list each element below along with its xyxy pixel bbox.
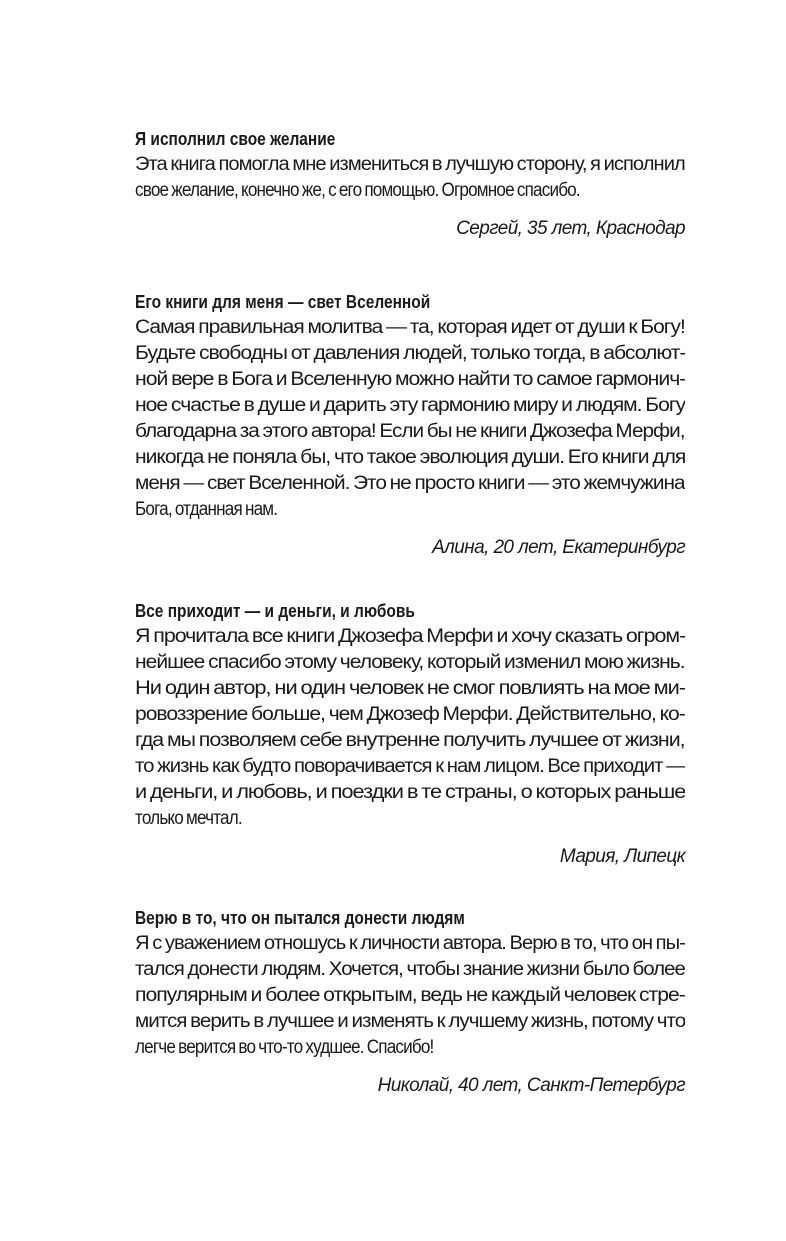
- review-line: меня — свет Вселенной. Это не просто книги — это жемчужина: [135, 473, 685, 494]
- review-body: [135, 931, 685, 1061]
- review-4: [135, 905, 685, 1099]
- review-title: Его книги для меня — свет Вселенной: [135, 292, 431, 312]
- review-body: [135, 152, 685, 204]
- review-line: ной вере в Бога и Вселенную можно найти то самое гармонич-: [135, 369, 685, 390]
- review-line: ровоззрение больше, чем Джозеф Мерфи. Действительно, ко-: [135, 704, 685, 725]
- review-title: Верю в то, что он пытался донести людям: [135, 908, 465, 928]
- review-line: Я с уважением отношусь к личности автора. Верю в то, что он пы-: [135, 933, 685, 954]
- review-2: [135, 289, 685, 561]
- review-line: только мечтал.: [135, 808, 242, 829]
- review-signature: Николай, 40 лет, Санкт-Петербург: [377, 1075, 685, 1096]
- review-signature: Алина, 20 лет, Екатеринбург: [432, 537, 685, 558]
- review-line: свое желание, конечно же, с его помощью. Огромное спасибо.: [135, 180, 580, 201]
- review-line: то жизнь как будто поворачивается к нам лицом. Все приходит —: [135, 756, 685, 777]
- review-1: [135, 126, 685, 242]
- review-body: [135, 315, 685, 523]
- review-line: мится верить в лучшее и изменять к лучшему жизнь, потому что: [135, 1011, 685, 1032]
- review-line: Будьте свободны от давления людей, только тогда, в абсолют-: [135, 343, 685, 364]
- review-line: благодарна за этого автора! Если бы не книги Джозефа Мерфи,: [135, 421, 685, 442]
- review-signature: Сергей, 35 лет, Краснодар: [456, 218, 685, 239]
- review-line: Эта книга помогла мне измениться в лучшую сторону, я исполнил: [135, 154, 685, 175]
- review-line: ное счастье в душе и дарить эту гармонию миру и людям. Богу: [135, 395, 685, 416]
- review-line: никогда не поняла бы, что такое эволюция души. Его книги для: [135, 447, 685, 468]
- review-3: [135, 598, 685, 870]
- review-line: и деньги, и любовь, и поездки в те страны, о которых раньше: [135, 782, 685, 803]
- review-line: гда мы позволяем себе внутренне получить лучшее от жизни,: [135, 730, 685, 751]
- review-title: Все приходит — и деньги, и любовь: [135, 601, 415, 621]
- review-line: тался донести людям. Хочется, чтобы знание жизни было более: [135, 959, 685, 980]
- review-signature: Мария, Липецк: [559, 846, 685, 867]
- review-line: нейшее спасибо этому человеку, который изменил мою жизнь.: [135, 652, 685, 673]
- review-line: Ни один автор, ни один человек не смог повлиять на мое ми-: [135, 678, 685, 699]
- review-line: популярным и более открытым, ведь не каждый человек стре-: [135, 985, 685, 1006]
- review-line: Я прочитала все книги Джозефа Мерфи и хочу сказать огром-: [135, 626, 685, 647]
- review-title: Я исполнил свое желание: [135, 129, 336, 149]
- review-body: [135, 624, 685, 832]
- review-line: легче верится во что-то худшее. Спасибо!: [135, 1037, 434, 1058]
- review-line: Бога, отданная нам.: [135, 499, 278, 520]
- review-line: Самая правильная молитва — та, которая идет от души к Богу!: [135, 317, 685, 338]
